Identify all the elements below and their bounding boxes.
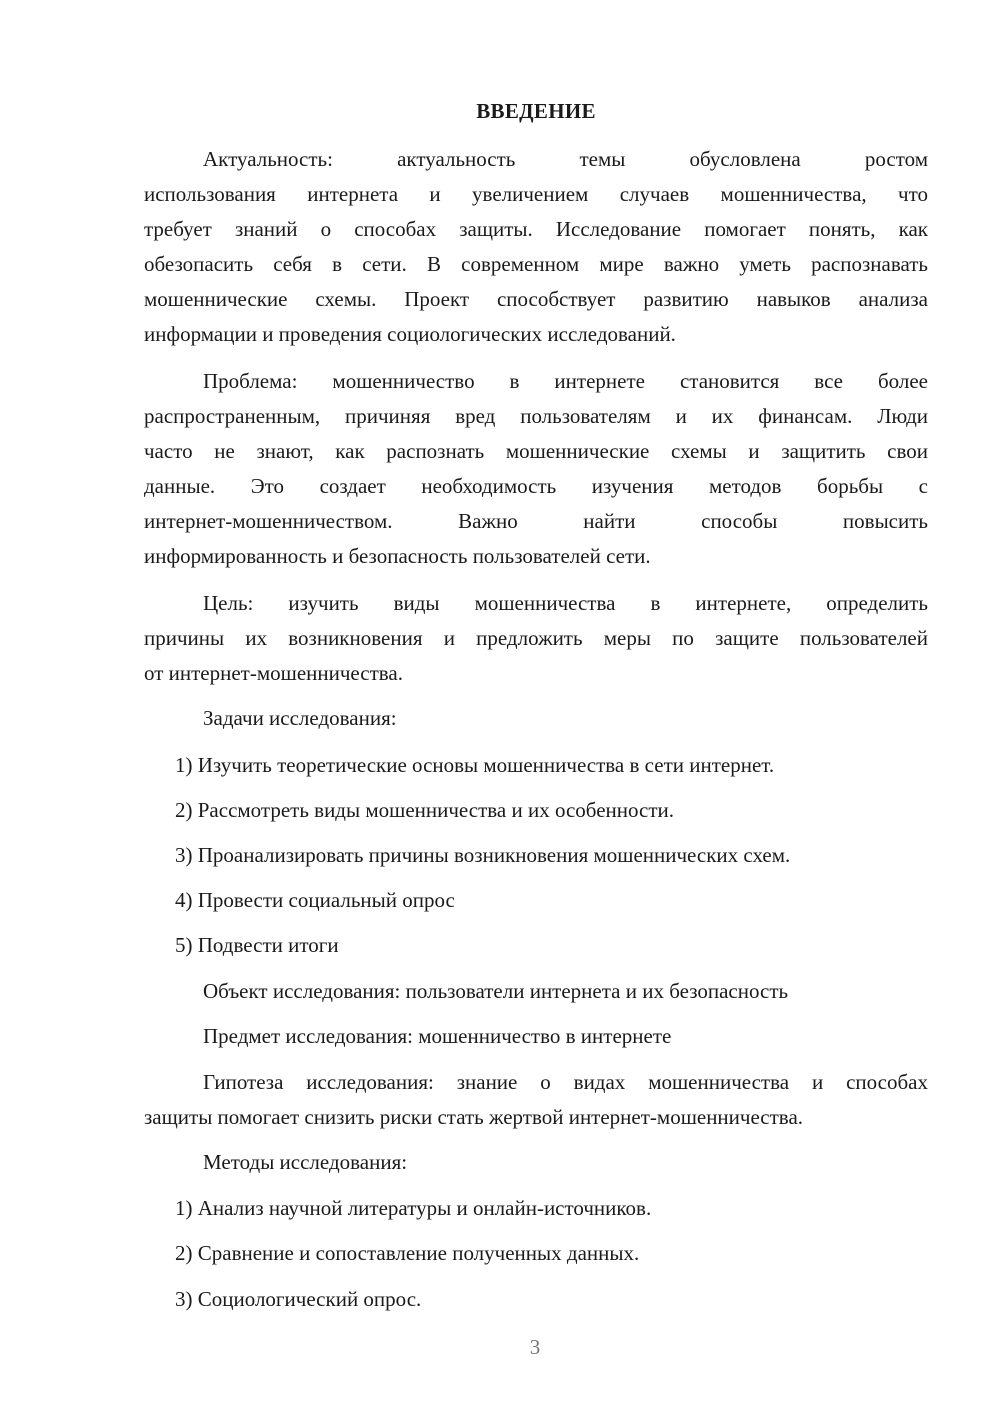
problem-line: интернет-мошенничеством. Важно найти способы повысить — [144, 509, 928, 533]
relevance-line: информации и проведения социологических исследований. — [144, 322, 676, 346]
relevance-line: обезопасить себя в сети. В современном мире важно уметь распознавать — [144, 252, 928, 276]
problem-line: информированность и безопасность пользователей сети. — [144, 544, 651, 568]
hypothesis-paragraph — [144, 1065, 928, 1135]
page-title: ВВЕДЕНИЕ — [476, 99, 596, 123]
goal-line: от интернет-мошенничества. — [144, 661, 403, 685]
problem-line: Проблема: мошенничество в интернете становится все более — [203, 369, 928, 393]
goal-line: Цель: изучить виды мошенничества в интернете, определить — [203, 591, 928, 615]
hypothesis-line: защиты помогает снизить риски стать жертвой интернет-мошенничества. — [144, 1105, 804, 1129]
relevance-line: мошеннические схемы. Проект способствует развитию навыков анализа — [144, 287, 928, 311]
task-item: 1) Изучить теоретические основы мошенничества в сети интернет. — [175, 753, 775, 777]
task-item: 2) Рассмотреть виды мошенничества и их особенности. — [175, 798, 674, 822]
problem-line: данные. Это создает необходимость изучения методов борьбы с — [144, 474, 928, 498]
page-number: 3 — [529, 1335, 541, 1359]
method-item: 3) Социологический опрос. — [175, 1287, 422, 1311]
method-item: 2) Сравнение и сопоставление полученных данных. — [175, 1241, 640, 1265]
relevance-paragraph — [144, 142, 928, 352]
goal-line: причины их возникновения и предложить меры по защите пользователей — [144, 626, 928, 650]
methods-heading: Методы исследования: — [203, 1150, 408, 1174]
relevance-line: использования интернета и увеличением случаев мошенничества, что — [144, 182, 928, 206]
goal-paragraph — [144, 586, 928, 691]
hypothesis-line: Гипотеза исследования: знание о видах мошенничества и способах — [203, 1070, 928, 1094]
research-object: Объект исследования: пользователи интернета и их безопасность — [203, 979, 789, 1003]
problem-line: часто не знают, как распознать мошеннические схемы и защитить свои — [144, 439, 928, 463]
relevance-line: Актуальность: актуальность темы обусловлена ростом — [203, 147, 928, 171]
task-item: 4) Провести социальный опрос — [175, 888, 455, 912]
research-subject: Предмет исследования: мошенничество в интернете — [203, 1024, 672, 1048]
problem-line: распространенным, причиняя вред пользователям и их финансам. Люди — [144, 404, 928, 428]
task-item: 3) Проанализировать причины возникновения мошеннических схем. — [175, 843, 791, 867]
problem-paragraph — [144, 364, 928, 574]
tasks-heading: Задачи исследования: — [203, 706, 397, 730]
task-item: 5) Подвести итоги — [175, 933, 339, 957]
method-item: 1) Анализ научной литературы и онлайн-источников. — [175, 1196, 652, 1220]
relevance-line: требует знаний о способах защиты. Исследование помогает понять, как — [144, 217, 928, 241]
